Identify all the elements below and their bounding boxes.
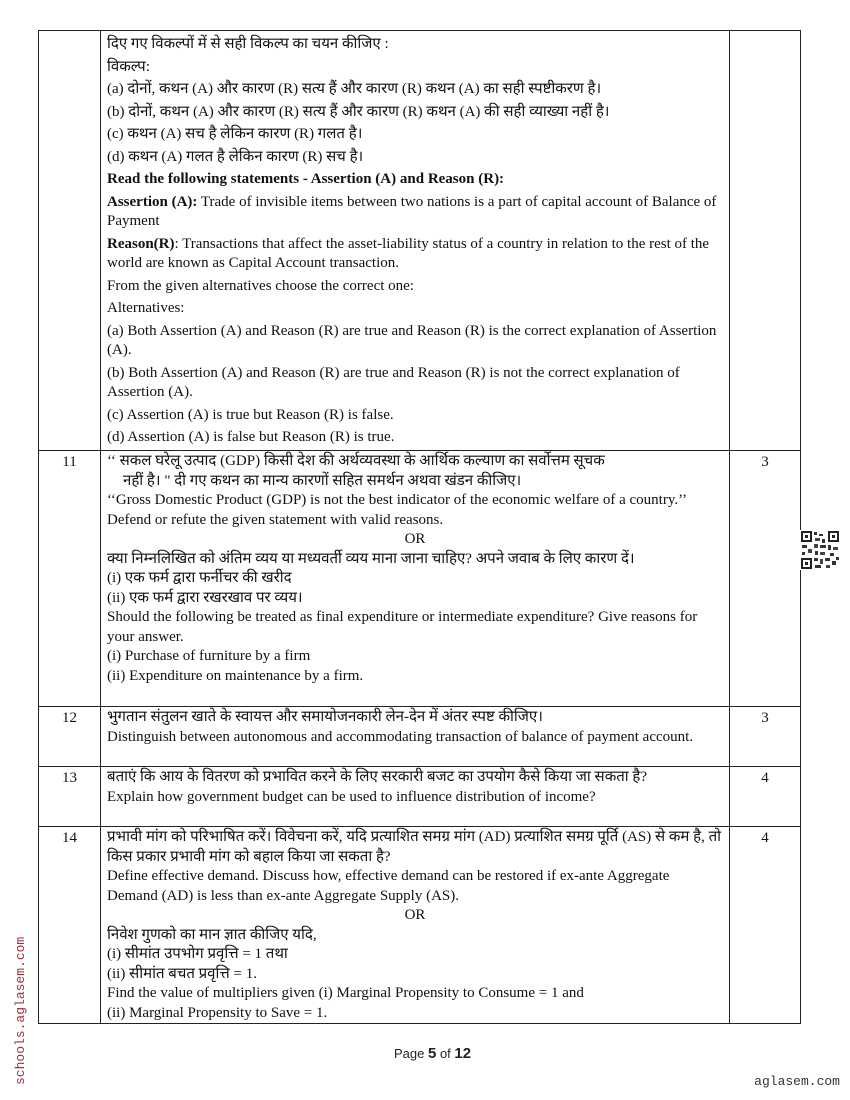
english-option-c: (c) Assertion (A) is true but Reason (R) is false. [107,406,394,423]
english-alt-item-ii: (ii) Expenditure on maintenance by a firm. [107,667,364,684]
question-marks: 3 [730,707,801,767]
reason-text: : Transactions that affect the asset-liability status of a country in relation to the rest of the world are known as Capital Account transaction. [107,235,710,271]
hindi-alt-item-i: (i) सीमांत उपभोग प्रवृत्ति = 1 तथा [107,946,288,962]
page-prefix: Page [394,1046,428,1061]
table-row [39,767,801,827]
question-marks [730,31,801,451]
qr-code-icon [800,530,840,570]
english-question: Explain how government budget can be used to influence distribution of income? [107,788,596,805]
question-marks: 4 [730,767,801,827]
assertion-text: Trade of invisible items between two nations is a part of capital account of Balance of Payment [107,193,717,229]
assertion-label: Assertion (A): [107,193,198,210]
question-table [38,30,801,1024]
english-alt-question: Should the following be treated as final expenditure or intermediate expenditure? Give reasons for your answer. [107,609,698,645]
question-number: 13 [39,767,101,827]
hindi-option-c: (c) कथन (A) सच है लेकिन कारण (R) गलत है। [107,126,363,142]
english-option-b: (b) Both Assertion (A) and Reason (R) are true and Reason (R) is not the correct explanation of Assertion (A). [107,364,680,400]
assertion [107,193,723,232]
english-question: Distinguish between autonomous and accommodating transaction of balance of payment account. [107,728,694,745]
question-body [101,827,730,1024]
reason-label: Reason(R) [107,235,175,252]
question-marks: 4 [730,827,801,1024]
english-question: Define effective demand. Discuss how, effective demand can be restored if ex-ante Aggregate Demand (AD) is less than ex-ante Aggregate Supply (AS). [107,868,670,904]
hindi-alt-item-i: (i) एक फर्म द्वारा फर्नीचर की खरीद [107,570,292,586]
table-row [39,31,801,451]
page-total: 12 [454,1045,472,1062]
hindi-option-d: (d) कथन (A) गलत है लेकिन कारण (R) सच है। [107,148,364,165]
hindi-option-b: (b) दोनों, कथन (A) और कारण (R) सत्य हैं और कारण (R) कथन (A) की सही व्याख्या नहीं है। [107,103,610,120]
hindi-question: प्रभावी मांग को परिभाषित करें। विवेचना करें, यदि प्रत्याशित समग्र मांग (AD) प्रत्याशित समग्र पूर्ति (AS) से कम है, तो किस प्रकार प्रभावी मांग को बहाल किया जा सकता है? [107,829,722,865]
table-row [39,827,801,1024]
question-body [101,707,730,767]
hindi-option-a: (a) दोनों, कथन (A) और कारण (R) सत्य हैं और कारण (R) कथन (A) का सही स्पष्टीकरण है। [107,81,602,97]
question-body [101,451,730,707]
question-number: 11 [39,451,101,707]
or-separator: OR [404,907,426,923]
table-row [39,451,801,707]
question-number [39,31,101,451]
page-number [394,1045,471,1062]
english-alt-question-line-1: Find the value of multipliers given (i) Marginal Propensity to Consume = 1 and [107,985,584,1001]
hindi-alt-question: निवेश गुणको का मान ज्ञात कीजिए यदि, [107,926,317,943]
reason [107,235,723,274]
watermark-right: aglasem.com [754,1074,840,1089]
english-option-d: (d) Assertion (A) is false but Reason (R) is true. [107,429,395,445]
hindi-alt-question: क्या निम्नलिखित को अंतिम व्यय या मध्यवर्ती व्यय माना जाना चाहिए? अपने जवाब के लिए कारण दें। [107,550,635,567]
hindi-question-line-2: नहीं है। " दी गए कथन का मान्य कारणों सहित समर्थन अथवा खंडन कीजिए। [123,472,522,489]
hindi-instruction: दिए गए विकल्पों में से सही विकल्प का चयन कीजिए : [107,36,389,52]
hindi-question-line-1: ‘‘ सकल घरेलू उत्पाद (GDP) किसी देश की अर्थव्यवस्था के आर्थिक कल्याण का सर्वोत्तम सूचक [107,453,605,469]
or-separator: OR [404,531,426,547]
question-body [101,767,730,827]
page-current: 5 [427,1045,437,1062]
english-heading: Read the following statements - Assertion (A) and Reason (R): [107,171,505,187]
hindi-question: भुगतान संतुलन खाते के स्वायत्त और समायोजनकारी लेन-देन में अंतर स्पष्ट कीजिए। [107,709,543,725]
english-question: ‘‘Gross Domestic Product (GDP) is not the best indicator of the economic welfare of a country.’’ Defend or refute the given statement with valid reasons. [107,492,686,528]
english-instruction: From the given alternatives choose the correct one: [107,277,414,294]
page-separator: of [436,1046,455,1061]
hindi-alt-item-ii: (ii) एक फर्म द्वारा रखरखाव पर व्यय। [107,589,303,606]
question-number: 12 [39,707,101,767]
question-number: 14 [39,827,101,1024]
question-body [101,31,730,451]
table-row [39,707,801,767]
english-alt-question-line-2: (ii) Marginal Propensity to Save = 1. [107,1004,328,1021]
hindi-question: बताएं कि आय के वितरण को प्रभावित करने के लिए सरकारी बजट का उपयोग कैसे किया जा सकता है? [107,769,648,785]
alternatives-label: Alternatives: [107,300,185,316]
hindi-options-label: विकल्प: [107,58,150,75]
hindi-alt-item-ii: (ii) सीमांत बचत प्रवृत्ति = 1. [107,965,257,982]
english-alt-item-i: (i) Purchase of furniture by a firm [107,648,311,664]
watermark-left: schools.aglasem.com [13,936,28,1085]
question-marks: 3 [730,451,801,707]
english-option-a: (a) Both Assertion (A) and Reason (R) are true and Reason (R) is the correct explanation of Assertion (A). [107,322,717,358]
